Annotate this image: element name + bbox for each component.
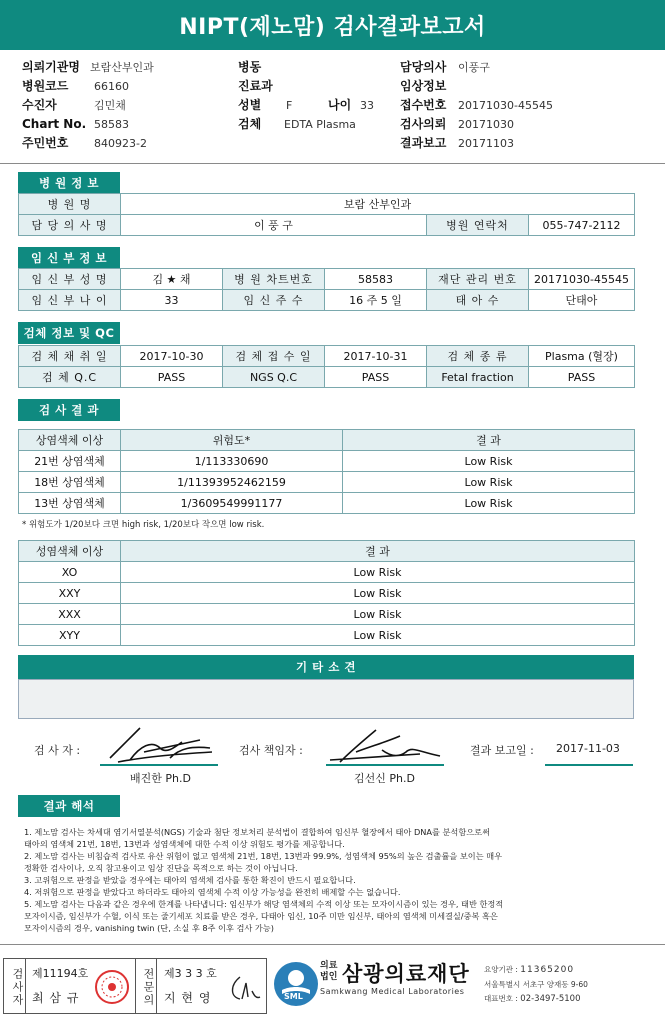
hospital-name-cell-value: 보람 산부인과 <box>121 194 635 215</box>
report-date-line <box>545 764 633 766</box>
specimen-type-label: 검 체 종 류 <box>427 346 529 367</box>
chart-no-label: Chart No. <box>22 117 87 131</box>
collect-date-value: 2017-10-30 <box>121 346 223 367</box>
pregnant-table <box>18 268 635 311</box>
weeks-label: 임 신 주 수 <box>223 290 325 311</box>
result-value: Low Risk <box>343 493 635 514</box>
hospital-name-label: 의뢰기관명 <box>22 60 80 74</box>
org-name: 삼광의료재단 <box>342 962 470 986</box>
manager-name: 김선신 Ph.D <box>354 772 415 785</box>
sex-header-result: 결 과 <box>121 541 635 562</box>
result-value: Low Risk <box>121 604 635 625</box>
dept-label: 진료과 <box>238 79 273 93</box>
org-en-name: Samkwang Medical Laboratories <box>320 987 465 996</box>
interpretation-line: 모자이시즘, 임신부가 수혈, 이식 또는 줄기세포 치료를 받은 경우, 다태아 임신, 10주 미만 임신부, 태아의 염색체 미세결실/중복 혹은 <box>24 911 498 921</box>
specimen-section-title: 검체 정보 및 QC <box>18 322 120 344</box>
specialist-signature <box>226 971 264 1005</box>
sex-chromosome-table <box>18 540 635 646</box>
specimen-value: EDTA Plasma <box>284 118 356 131</box>
header-col1 <box>22 56 154 151</box>
hospital-table <box>18 193 635 236</box>
ward-label: 병동 <box>238 60 262 74</box>
doctor-cell-value: 이 풍 구 <box>121 215 427 236</box>
table-row <box>19 604 635 625</box>
examiner-signature <box>100 718 220 768</box>
table-row <box>19 562 635 583</box>
other-section-title: 기 타 소 견 <box>18 655 634 679</box>
interpretation-line: 1. 제노맘 검사는 차세대 염기서열분석(NGS) 기술과 첨단 정보처리 분석법이 결합하여 임신부 혈장에서 태아 DNA를 분석함으로써 <box>24 827 490 837</box>
header-divider <box>0 163 665 164</box>
interpretation-line: 4. 저위험으로 판정을 받았다고 하더라도 태아의 염색체 수적 이상 가능성을 완전히 배제할 수는 없습니다. <box>24 887 401 897</box>
weeks-value: 16 주 5 일 <box>325 290 427 311</box>
chart-no-value: 58583 <box>94 118 129 131</box>
footer-examiner-name: 최 삼 규 <box>32 991 80 1005</box>
result-value: Low Risk <box>343 451 635 472</box>
age-label: 나이 <box>328 98 352 112</box>
header-col3 <box>400 56 553 151</box>
resident-no-value: 840923-2 <box>94 137 147 150</box>
result-value: Low Risk <box>121 562 635 583</box>
phone-cell-value: 055-747-2112 <box>529 215 635 236</box>
table-row <box>19 493 635 514</box>
chromosome-name: XXY <box>19 583 121 604</box>
table-row <box>19 451 635 472</box>
clinical-info-label: 임상정보 <box>400 79 447 93</box>
autosome-header-risk: 위험도* <box>121 430 343 451</box>
result-value: Low Risk <box>121 625 635 646</box>
age-value: 33 <box>360 99 374 112</box>
hospital-name-cell-label: 병 원 명 <box>19 194 121 215</box>
risk-value: 1/3609549991177 <box>121 493 343 514</box>
seal-icon <box>94 969 130 1005</box>
header-col2 <box>238 56 374 132</box>
request-date-value: 20171030 <box>458 118 514 131</box>
hospital-section-title: 병 원 정 보 <box>18 172 120 194</box>
receipt-no-label: 접수번호 <box>400 98 447 112</box>
specimen-qc-value: PASS <box>121 367 223 388</box>
chromosome-name: 13번 상염색체 <box>19 493 121 514</box>
receipt-no-value: 20171030-45545 <box>458 99 553 112</box>
footer-signature-box <box>3 958 267 1014</box>
footer-examiner-vertical: 검사자 <box>4 959 26 1013</box>
fetal-fraction-value: PASS <box>529 367 635 388</box>
manager-signature <box>320 722 450 768</box>
chromosome-name: XXX <box>19 604 121 625</box>
manager-label: 검사 책임자 : <box>239 744 303 757</box>
org-prefix-2: 법인 <box>320 972 338 982</box>
collect-date-label: 검 체 채 취 일 <box>19 346 121 367</box>
autosome-header-name: 상염색체 이상 <box>19 430 121 451</box>
mgmt-number-value: 20171030-45545 <box>529 269 635 290</box>
doctor-label: 담당의사 <box>400 60 447 74</box>
mgmt-number-label: 재단 관리 번호 <box>427 269 529 290</box>
interpretation-line: 모자이시즘의 경우, vanishing twin (단, 소실 후 8주 이후 검사 가능) <box>24 923 274 933</box>
results-section-title: 검 사 결 과 <box>18 399 120 421</box>
autosome-header-result: 결 과 <box>343 430 635 451</box>
examiner-label: 검 사 자 : <box>34 744 81 757</box>
report-date-value: 20171103 <box>458 137 514 150</box>
doctor-value: 이풍구 <box>458 61 490 74</box>
risk-value: 1/113330690 <box>121 451 343 472</box>
pregnant-section-title: 임 신 부 정 보 <box>18 247 120 269</box>
interpretation-line: 3. 고위험으로 판정을 받았을 경우에는 태아의 염색체 검사를 통한 확진이 반드시 필요합니다. <box>24 875 356 885</box>
table-row <box>19 472 635 493</box>
logo-text: SML <box>284 992 303 1001</box>
report-date-sig-value: 2017-11-03 <box>556 742 620 755</box>
receive-date-label: 검 체 접 수 일 <box>223 346 325 367</box>
other-remarks-box <box>18 679 634 719</box>
resident-no-label: 주민번호 <box>22 136 69 150</box>
pregnant-name-label: 임 신 부 성 명 <box>19 269 121 290</box>
specimen-label: 검체 <box>238 117 262 131</box>
chromosome-name: XO <box>19 562 121 583</box>
sex-value: F <box>286 99 293 112</box>
result-value: Low Risk <box>343 472 635 493</box>
interpretation-text <box>24 826 503 934</box>
chart-number-label: 병 원 차트번호 <box>223 269 325 290</box>
ngs-qc-label: NGS Q.C <box>223 367 325 388</box>
org-info-1-value: 11365200 <box>520 965 575 975</box>
org-info-1 <box>484 964 574 975</box>
footer-specialist-name: 지 현 영 <box>164 991 212 1005</box>
chart-number-value: 58583 <box>325 269 427 290</box>
hospital-code-label: 병원코드 <box>22 79 69 93</box>
interpretation-line: 태아의 염색체 21번, 18번, 13번과 성염색체에 대한 수적 이상 위험도 평가를 제공합니다. <box>24 839 345 849</box>
chromosome-name: 18번 상염색체 <box>19 472 121 493</box>
chromosome-name: 21번 상염색체 <box>19 451 121 472</box>
risk-note: * 위험도가 1/20보다 크면 high risk, 1/20보다 작으면 low risk. <box>22 520 265 530</box>
ngs-qc-value: PASS <box>325 367 427 388</box>
phone-cell-label: 병원 연락처 <box>427 215 529 236</box>
risk-value: 1/11393952462159 <box>121 472 343 493</box>
pregnant-age-value: 33 <box>121 290 223 311</box>
result-value: Low Risk <box>121 583 635 604</box>
report-date-label: 결과보고 <box>400 136 447 150</box>
examiner-line <box>100 764 218 766</box>
footer-specialist-no: 제3 3 3 호 <box>164 967 217 980</box>
manager-line <box>326 764 444 766</box>
hospital-name-value: 보람산부인과 <box>90 61 154 74</box>
receive-date-value: 2017-10-31 <box>325 346 427 367</box>
sex-label: 성별 <box>238 98 262 112</box>
org-prefix-1: 의료 <box>320 961 338 971</box>
interpretation-section-title: 결과 해석 <box>18 795 120 817</box>
examiner-name: 배진한 Ph.D <box>130 772 191 785</box>
request-date-label: 검사의뢰 <box>400 117 447 131</box>
specimen-qc-label: 검 체 Q.C <box>19 367 121 388</box>
fetus-count-label: 태 아 수 <box>427 290 529 311</box>
org-info-3-label: 대표번호 : <box>484 994 518 1003</box>
doctor-cell-label: 담 당 의 사 명 <box>19 215 121 236</box>
table-row <box>19 625 635 646</box>
patient-label: 수진자 <box>22 98 57 112</box>
footer-examiner-no: 제11194호 <box>32 967 89 980</box>
org-info-1-label: 요양기관 : <box>484 965 518 974</box>
fetus-count-value: 단태아 <box>529 290 635 311</box>
table-row <box>19 583 635 604</box>
specimen-table <box>18 345 635 388</box>
report-title: NIPT(제노맘) 검사결과보고서 <box>0 0 665 50</box>
patient-value: 김민채 <box>94 99 126 112</box>
fetal-fraction-label: Fetal fraction <box>427 367 529 388</box>
hospital-code-value: 66160 <box>94 80 129 93</box>
org-prefix <box>320 961 337 983</box>
org-info-3-value: 02-3497-5100 <box>520 994 581 1004</box>
org-info-3 <box>484 993 581 1004</box>
specimen-type-value: Plasma (혈장) <box>529 346 635 367</box>
interpretation-line: 2. 제노맘 검사는 비침습적 검사로 유산 위험이 없고 염색체 21번, 18번, 13번과 99.9%, 성염색체 95%의 높은 검출률을 보이는 매우 <box>24 851 503 861</box>
report-date-sig-label: 결과 보고일 : <box>470 744 534 757</box>
footer-specialist-vertical: 전문의 <box>135 959 157 1013</box>
autosome-table <box>18 429 635 514</box>
org-address: 서울특별시 서초구 양재동 9-60 <box>484 980 588 989</box>
chromosome-name: XYY <box>19 625 121 646</box>
interpretation-line: 5. 제노맘 검사는 다음과 같은 경우에 한계를 나타냅니다: 임신부가 해당 염색체의 수적 이상 또는 모자이시즘이 있는 경우, 태반 한정적 <box>24 899 504 909</box>
pregnant-name-value: 김 ★ 채 <box>121 269 223 290</box>
sex-header-name: 성염색체 이상 <box>19 541 121 562</box>
footer-divider <box>0 944 665 945</box>
interpretation-line: 정확한 검사이나, 오직 참고용이고 임상 진단을 목적으로 하는 것이 아닙니다. <box>24 863 298 873</box>
pregnant-age-label: 임 신 부 나 이 <box>19 290 121 311</box>
